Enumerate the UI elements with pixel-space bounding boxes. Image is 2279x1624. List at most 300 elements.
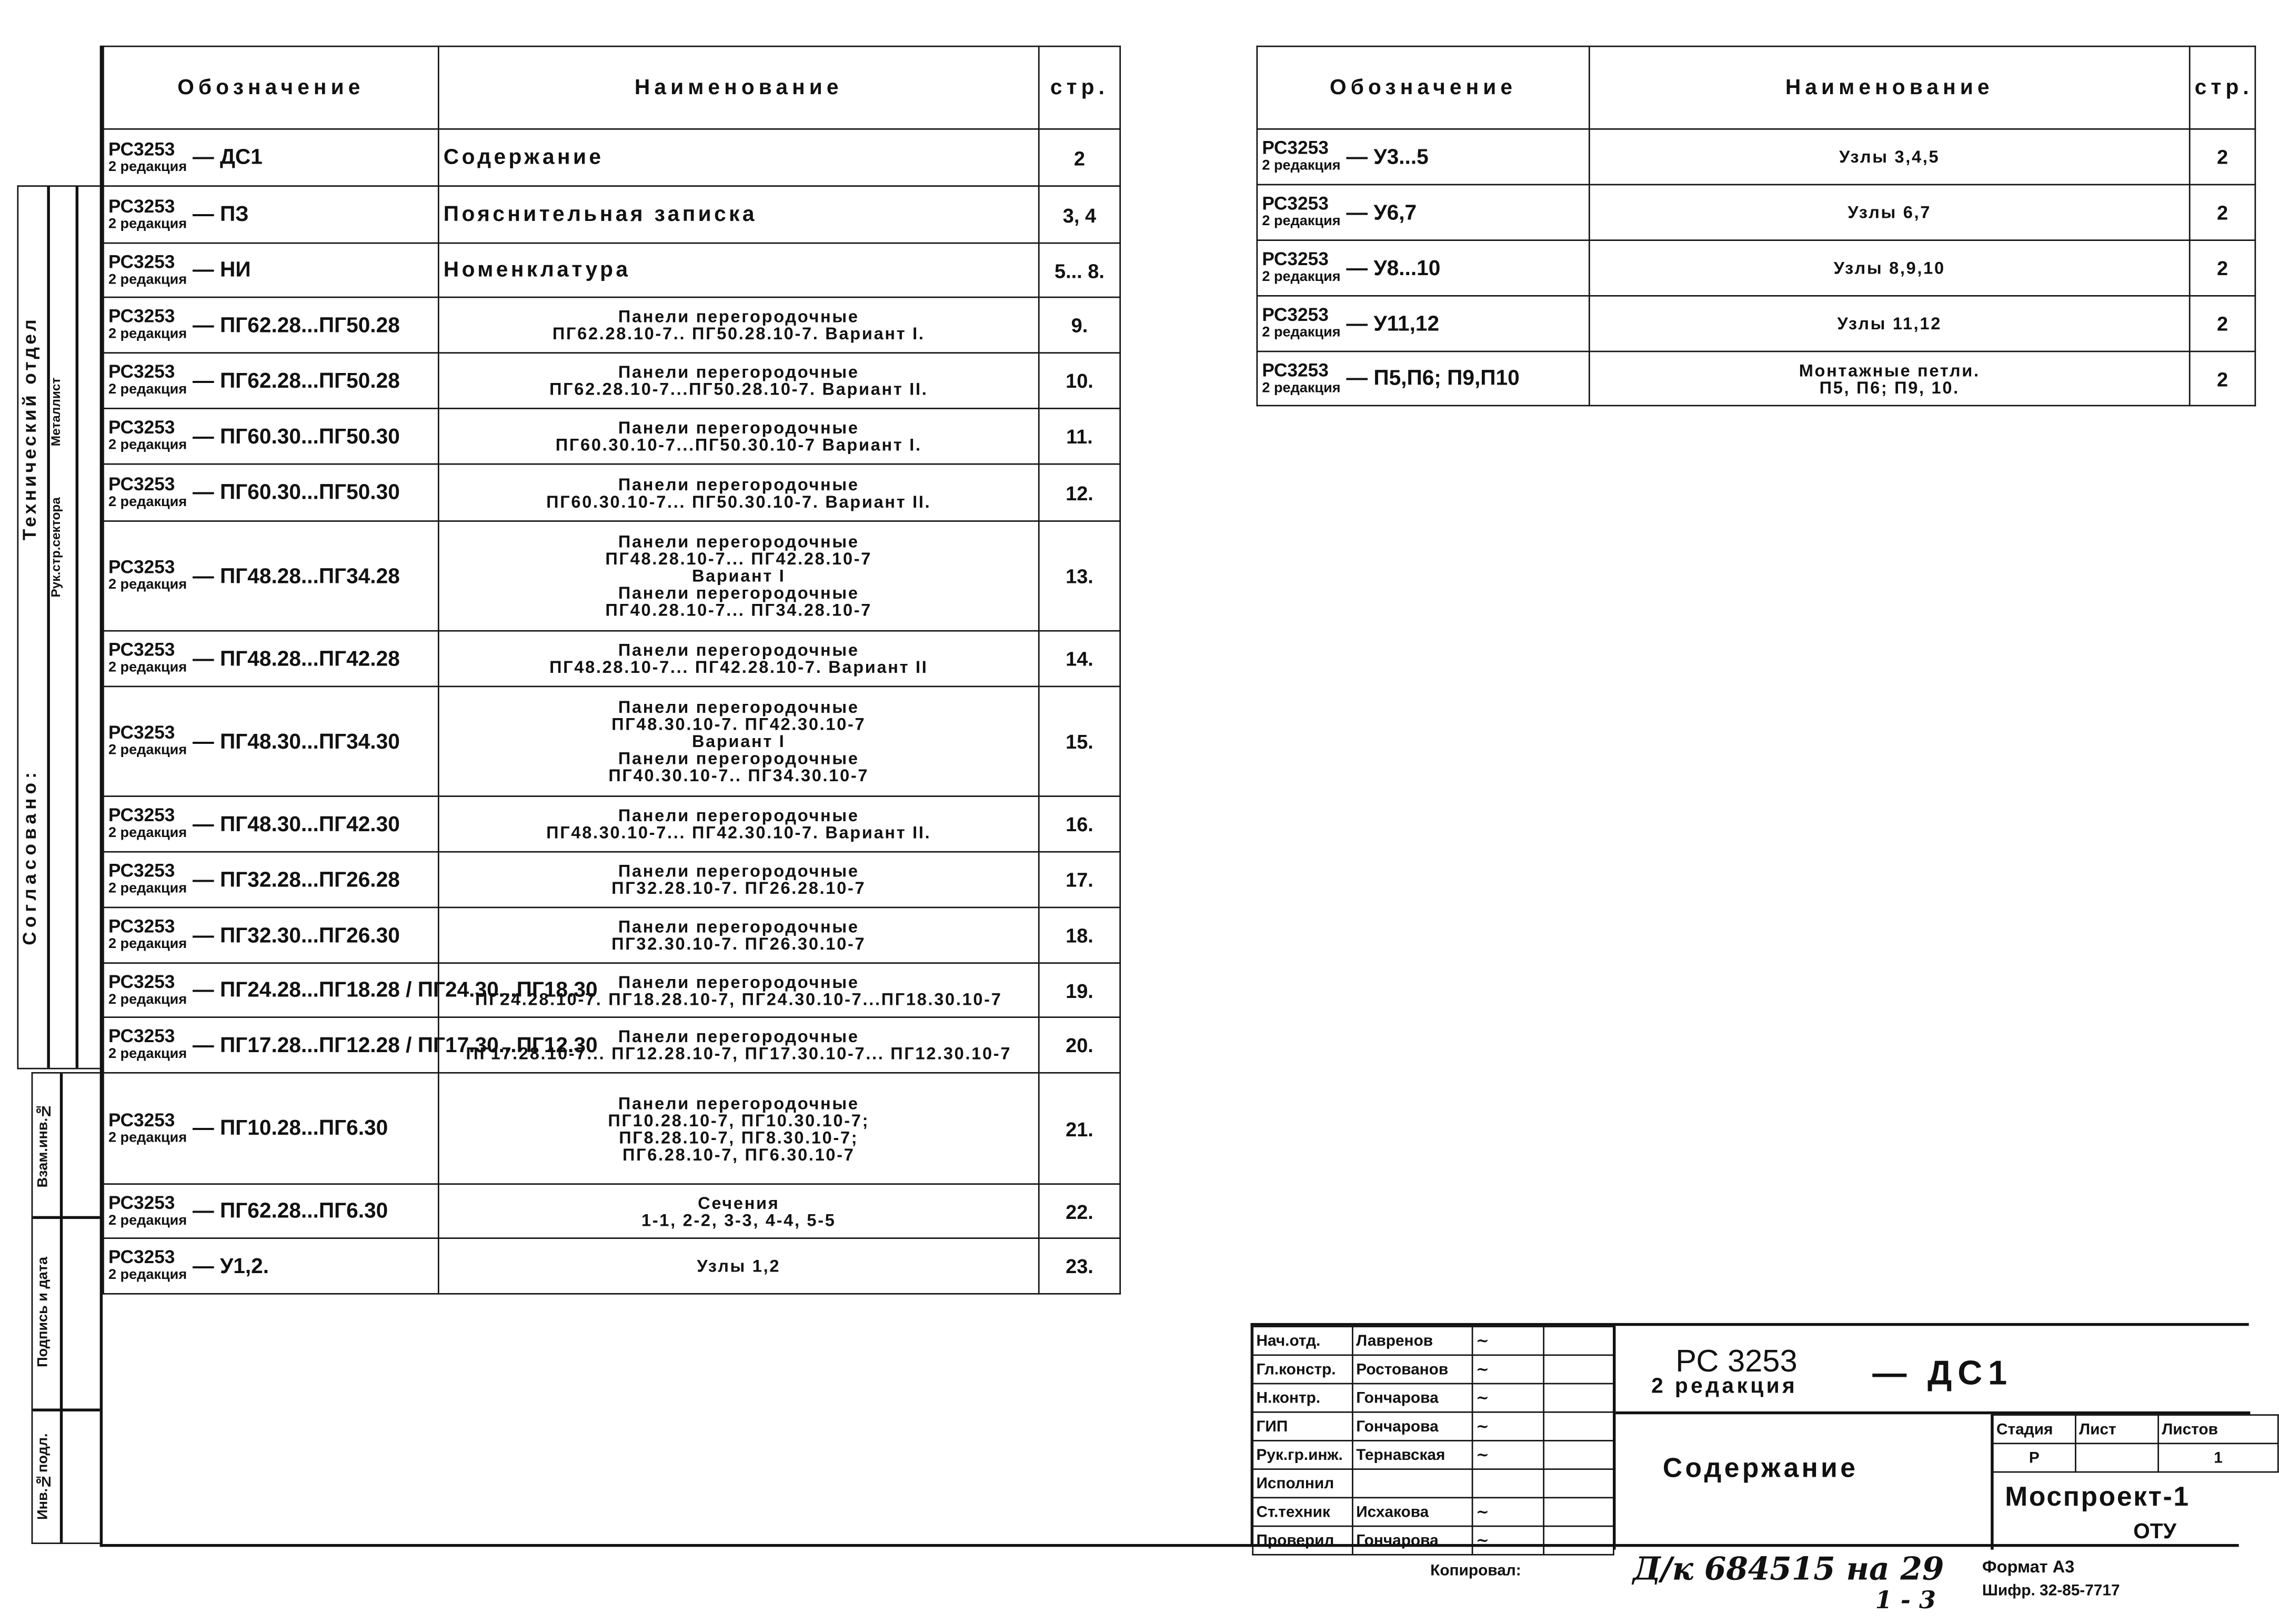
edition-label: 2 редакция	[1262, 158, 1341, 174]
doc-code: — ПГ48.28...ПГ42.28	[193, 646, 400, 671]
series-number: РС3253	[108, 804, 175, 826]
name-cell	[1589, 185, 2190, 240]
series-number: РС3253	[108, 860, 175, 881]
edition-label: 2 редакция	[108, 1267, 187, 1283]
series-number: РС3253	[108, 194, 175, 216]
role-label: Проверил	[1253, 1526, 1353, 1555]
inv-sub-label: Взам.инв.№	[35, 1102, 52, 1188]
name-cell	[438, 521, 1039, 631]
date-cell	[1544, 1526, 1614, 1555]
table-row	[1257, 351, 2255, 406]
name-line: П5, П6; П9, 10.	[1819, 377, 1960, 397]
designation-cell	[103, 353, 438, 409]
name-cell	[438, 1073, 1039, 1184]
series-number: РС3253	[108, 970, 175, 992]
doc-code: — У8...10	[1346, 256, 1441, 280]
doc-edition: 2 редакция	[1651, 1374, 1798, 1399]
table-row	[103, 631, 1120, 687]
designation-cell	[103, 1238, 438, 1294]
name-cell	[438, 631, 1039, 687]
table-row	[103, 408, 1120, 464]
table-row	[1257, 185, 2255, 240]
page-cell: 5... 8.	[1039, 243, 1120, 297]
table-row	[103, 1073, 1120, 1184]
edition-label: 2 редакция	[108, 271, 187, 288]
series-code	[108, 805, 187, 842]
signature-row	[1253, 1469, 1614, 1498]
table-row	[103, 852, 1120, 907]
edition-label: 2 редакция	[108, 382, 187, 398]
approval-stamp	[17, 185, 100, 1069]
name-line: ПГ32.30.10-7. ПГ26.30.10-7	[611, 934, 866, 954]
edition-label: 2 редакция	[108, 1046, 187, 1062]
page-cell: 22.	[1039, 1184, 1120, 1238]
inventory-stamp	[32, 1072, 100, 1544]
name-line: Панели перегородочные	[618, 362, 859, 382]
series-code	[108, 139, 187, 176]
name-line: Панели перегородочные	[618, 640, 859, 660]
edition-label: 2 редакция	[108, 1212, 187, 1228]
stage-label: Стадия	[1993, 1415, 2075, 1444]
person-name	[1352, 1469, 1472, 1498]
signature: ~	[1472, 1498, 1544, 1526]
name-line: Панели перегородочные	[618, 916, 859, 937]
sheets-label: Листов	[2158, 1415, 2278, 1444]
doc-code: — НИ	[193, 258, 251, 283]
signature-row	[1253, 1327, 1614, 1355]
series-code	[108, 558, 187, 594]
copied-label: Копировал:	[1430, 1562, 1521, 1580]
signature-row	[1253, 1412, 1614, 1440]
series-number: РС3253	[1262, 192, 1329, 214]
name-line: Содержание	[443, 145, 604, 169]
signature-row	[1253, 1384, 1614, 1412]
page-cell: 12.	[1039, 464, 1120, 521]
sector-head-label: Рук.стр.сектора	[48, 497, 63, 597]
sign-date-label: Подпись и дата	[35, 1257, 52, 1368]
table-row	[103, 297, 1120, 353]
name-cell	[438, 852, 1039, 907]
name-line: Панели перегородочные	[618, 418, 859, 438]
designation-cell	[1257, 129, 1589, 185]
header-page: стр.	[2190, 46, 2255, 129]
edition-label: 2 редакция	[108, 991, 187, 1007]
signature-row	[1253, 1440, 1614, 1469]
person-name: Гончарова	[1352, 1412, 1472, 1440]
name-line: Панели перегородочные	[618, 697, 859, 718]
org-name: Моспроект-1	[2005, 1482, 2190, 1513]
sheet-value	[2075, 1444, 2158, 1472]
signature-row	[1253, 1498, 1614, 1526]
doc-code: — ПГ32.28...ПГ26.28	[193, 868, 400, 892]
name-line: Узлы 6,7	[1848, 202, 1932, 223]
name-line: ПГ62.28.10-7.. ПГ50.28.10-7. Вариант I.	[552, 324, 925, 344]
doc-code: — ПГ17.28...ПГ12.28 / ПГ17.30...ПГ12.30	[193, 1033, 598, 1057]
designation-cell	[103, 464, 438, 521]
table-row	[103, 521, 1120, 631]
page-cell: 17.	[1039, 852, 1120, 907]
person-name: Гончарова	[1352, 1384, 1472, 1412]
page-cell: 2	[2190, 185, 2255, 240]
doc-code: — У11,12	[1346, 311, 1440, 336]
doc-code: — У6,7	[1346, 200, 1417, 225]
name-line: Панели перегородочные	[618, 1093, 859, 1113]
series-number: РС3253	[108, 721, 175, 743]
designation-cell	[1257, 185, 1589, 240]
name-line: Узлы 1,2	[697, 1256, 781, 1276]
name-line: ПГ60.30.10-7... ПГ50.30.10-7. Вариант II.	[546, 491, 931, 511]
edition-label: 2 редакция	[1262, 214, 1341, 230]
series-code	[1262, 249, 1340, 286]
designation-cell	[103, 687, 438, 796]
series-code	[1262, 305, 1340, 342]
series-code	[1262, 360, 1340, 397]
series-number: РС3253	[108, 1025, 175, 1047]
signature: ~	[1472, 1412, 1544, 1440]
doc-code: — ПГ62.28...ПГ6.30	[193, 1199, 388, 1224]
designation-cell	[1257, 351, 1589, 406]
signatures-table	[1252, 1326, 1614, 1555]
doc-code: — ДС1	[193, 145, 263, 170]
designation-cell	[103, 1184, 438, 1238]
edition-label: 2 редакция	[108, 660, 187, 676]
name-line: Сечения	[698, 1192, 780, 1213]
page-cell: 2	[2190, 296, 2255, 351]
name-line: ПГ8.28.10-7, ПГ8.30.10-7;	[619, 1127, 859, 1147]
name-line: Пояснительная записка	[443, 201, 757, 226]
page-cell: 2	[2190, 129, 2255, 185]
page-cell: 16.	[1039, 796, 1120, 852]
name-line: Вариант I	[691, 566, 786, 586]
handwritten-note: Д/к 684515 на 29	[1632, 1551, 1944, 1588]
edition-label: 2 редакция	[108, 326, 187, 342]
signature-row	[1253, 1526, 1614, 1555]
table-row	[1257, 296, 2255, 351]
name-cell	[1589, 296, 2190, 351]
table-row	[103, 907, 1120, 963]
signature: ~	[1472, 1355, 1544, 1384]
series-number: РС3253	[108, 1108, 175, 1130]
name-line: Панели перегородочные	[618, 306, 859, 327]
series-code	[108, 861, 187, 898]
page-cell: 3, 4	[1039, 186, 1120, 243]
table-row	[103, 1238, 1120, 1294]
name-line: Панели перегородочные	[618, 971, 859, 992]
page-cell: 13.	[1039, 521, 1120, 631]
series-code	[108, 196, 187, 233]
doc-code: — ПГ62.28...ПГ50.28	[193, 368, 400, 393]
designation-cell	[103, 852, 438, 907]
page-cell: 18.	[1039, 907, 1120, 963]
date-cell	[1544, 1412, 1614, 1440]
name-line: Монтажные петли.	[1799, 360, 1980, 380]
signature: ~	[1472, 1384, 1544, 1412]
doc-code: — ПГ62.28...ПГ50.28	[193, 312, 400, 337]
designation-cell	[103, 907, 438, 963]
table-row	[103, 1017, 1120, 1073]
handwritten-note-2: 1 - 3	[1875, 1587, 1936, 1616]
name-cell	[438, 1017, 1039, 1073]
designation-cell	[103, 186, 438, 243]
name-line: ПГ60.30.10-7...ПГ50.30.10-7 Вариант I.	[555, 435, 922, 455]
format-label: Формат А3	[1982, 1557, 2075, 1577]
name-line: ПГ48.28.10-7... ПГ42.28.10-7. Вариант II	[549, 657, 928, 678]
signature-row	[1253, 1355, 1614, 1384]
page-cell: 23.	[1039, 1238, 1120, 1294]
series-number: РС3253	[108, 305, 175, 327]
name-line: Панели перегородочные	[618, 474, 859, 495]
name-cell	[1589, 129, 2190, 185]
edition-label: 2 редакция	[108, 742, 187, 759]
person-name: Гончарова	[1352, 1526, 1472, 1555]
table-row	[1257, 129, 2255, 185]
table-row	[103, 1184, 1120, 1238]
page-cell: 21.	[1039, 1073, 1120, 1184]
name-line: Панели перегородочные	[618, 583, 859, 603]
series-number: РС3253	[1262, 358, 1329, 380]
doc-code: — ПГ48.30...ПГ34.30	[193, 729, 400, 754]
doc-code: — ПГ24.28...ПГ18.28 / ПГ24.30...ПГ18.30	[193, 978, 598, 1003]
page-cell: 15.	[1039, 687, 1120, 796]
series-code	[108, 917, 187, 954]
role-label: Рук.гр.инж.	[1253, 1440, 1353, 1469]
header-name: Наименование	[1589, 46, 2190, 129]
page-cell: 2	[2190, 351, 2255, 406]
name-line: ПГ10.28.10-7, ПГ10.30.10-7;	[608, 1109, 870, 1130]
doc-suffix: — ДС1	[1872, 1354, 2013, 1393]
name-line: ПГ24.28.10-7. ПГ18.28.10-7, ПГ24.30.10-7...ПГ18.30.10-7	[475, 988, 1002, 1009]
name-cell	[1589, 240, 2190, 296]
name-line: Панели перегородочные	[618, 748, 859, 769]
date-cell	[1544, 1384, 1614, 1412]
series-number: РС3253	[108, 360, 175, 382]
page-cell: 14.	[1039, 631, 1120, 687]
name-line: Узлы 11,12	[1837, 314, 1942, 334]
name-line: ПГ48.28.10-7... ПГ42.28.10-7	[605, 549, 872, 569]
edition-label: 2 редакция	[108, 1129, 187, 1146]
date-cell	[1544, 1440, 1614, 1469]
edition-label: 2 редакция	[108, 577, 187, 593]
date-cell	[1544, 1498, 1614, 1526]
series-number: РС3253	[108, 1246, 175, 1268]
designation-cell	[103, 1073, 438, 1184]
name-line: Узлы 3,4,5	[1839, 147, 1940, 167]
series-number: РС3253	[108, 472, 175, 495]
name-line: Панели перегородочные	[618, 805, 859, 826]
doc-code: — У3...5	[1346, 145, 1429, 169]
cipher-label: Шифр. 32-85-7717	[1982, 1582, 2120, 1600]
stage-table	[1992, 1414, 2279, 1472]
designation-cell	[103, 297, 438, 353]
name-line: ПГ40.30.10-7.. ПГ34.30.10-7	[608, 765, 869, 786]
doc-code: — ПЗ	[193, 202, 249, 227]
designation-cell	[103, 631, 438, 687]
edition-label: 2 редакция	[108, 494, 187, 510]
edition-label: 2 редакция	[108, 216, 187, 232]
date-cell	[1544, 1469, 1614, 1498]
date-cell	[1544, 1355, 1614, 1384]
name-cell	[438, 1184, 1039, 1238]
series-code	[108, 1247, 187, 1284]
table-row	[103, 963, 1120, 1017]
series-code	[1262, 138, 1340, 175]
edition-label: 2 редакция	[108, 936, 187, 953]
doc-code: — ПГ60.30...ПГ50.30	[193, 480, 400, 505]
name-line: ПГ6.28.10-7, ПГ6.30.10-7	[622, 1144, 855, 1164]
name-line: ПГ17.28.10-7... ПГ12.28.10-7, ПГ17.30.10-7... ПГ12.30.10-7	[466, 1043, 1012, 1064]
table-row	[103, 353, 1120, 409]
name-line: Узлы 8,9,10	[1833, 258, 1945, 278]
series-code	[108, 307, 187, 344]
series-number: РС3253	[108, 1191, 175, 1213]
page-cell: 11.	[1039, 408, 1120, 464]
table-row	[103, 186, 1120, 243]
designation-cell	[103, 129, 438, 186]
series-code	[108, 251, 187, 288]
name-line: Панели перегородочные	[618, 531, 859, 552]
edition-label: 2 редакция	[108, 881, 187, 897]
doc-code: — ПГ10.28...ПГ6.30	[193, 1116, 388, 1141]
series-number: РС3253	[1262, 137, 1329, 158]
doc-code: — П5,П6; П9,П10	[1346, 366, 1520, 391]
contents-table-left	[103, 46, 1121, 1295]
name-cell	[438, 907, 1039, 963]
page-cell: 2	[1039, 129, 1120, 186]
series-code	[108, 723, 187, 760]
series-number: РС3253	[108, 250, 175, 272]
edition-label: 2 редакция	[1262, 269, 1341, 285]
doc-code: — ПГ48.28...ПГ34.28	[193, 563, 400, 588]
role-label: Ст.техник	[1253, 1498, 1353, 1526]
name-line: Номенклатура	[443, 257, 631, 282]
series-code	[108, 418, 187, 455]
sheet-title: Содержание	[1662, 1454, 1859, 1485]
page-cell: 19.	[1039, 963, 1120, 1017]
signature: ~	[1472, 1440, 1544, 1469]
table-row	[103, 129, 1120, 186]
stage-value: Р	[1993, 1444, 2075, 1472]
series-number: РС3253	[1262, 248, 1329, 270]
name-cell	[1589, 351, 2190, 406]
designation-cell	[1257, 296, 1589, 351]
doc-code: — ПГ60.30...ПГ50.30	[193, 424, 400, 449]
signature	[1472, 1469, 1544, 1498]
name-cell	[438, 129, 1039, 186]
agreed-label: Согласовано:	[18, 768, 40, 946]
doc-code: — ПГ32.30...ПГ26.30	[193, 923, 400, 947]
name-cell	[438, 243, 1039, 297]
table-row	[103, 243, 1120, 297]
series-code	[108, 640, 187, 677]
series-code	[108, 362, 187, 399]
series-number: РС3253	[108, 556, 175, 578]
name-cell	[438, 408, 1039, 464]
name-cell	[438, 353, 1039, 409]
metal-label: Металлист	[48, 377, 63, 446]
edition-label: 2 редакция	[108, 437, 187, 453]
series-code	[108, 1026, 187, 1063]
designation-cell	[103, 1017, 598, 1073]
signature: ~	[1472, 1327, 1544, 1355]
page-cell: 9.	[1039, 297, 1120, 353]
series-number: РС3253	[108, 915, 175, 937]
table-row	[103, 796, 1120, 852]
name-line: 1-1, 2-2, 3-3, 4-4, 5-5	[641, 1209, 836, 1230]
designation-cell	[103, 408, 438, 464]
person-name: Тернавская	[1352, 1440, 1472, 1469]
name-line: Панели перегородочные	[618, 1026, 859, 1047]
role-label: Исполнил	[1253, 1469, 1353, 1498]
series-code	[1262, 194, 1340, 231]
edition-label: 2 редакция	[1262, 325, 1341, 341]
name-cell	[438, 1238, 1039, 1294]
person-name: Ростованов	[1352, 1355, 1472, 1384]
header-designation: Обозначение	[103, 46, 438, 129]
date-cell	[1544, 1327, 1614, 1355]
name-line: ПГ48.30.10-7. ПГ42.30.10-7	[611, 714, 866, 734]
series-code	[108, 1110, 187, 1147]
table-row	[103, 687, 1120, 796]
role-label: Нач.отд.	[1253, 1327, 1353, 1355]
doc-code: РС 3253	[1675, 1343, 1798, 1379]
inv-orig-label: Инв.№подл.	[35, 1434, 52, 1520]
series-number: РС3253	[108, 416, 175, 438]
designation-cell	[103, 963, 598, 1017]
designation-cell	[103, 243, 438, 297]
person-name: Исхакова	[1352, 1498, 1472, 1526]
name-cell	[438, 297, 1039, 353]
name-cell	[438, 796, 1039, 852]
series-code	[108, 474, 187, 511]
designation-cell	[103, 521, 438, 631]
doc-code: — У1,2.	[193, 1254, 269, 1278]
person-name: Лавренов	[1352, 1327, 1472, 1355]
name-line: ПГ48.30.10-7... ПГ42.30.10-7. Вариант II.	[546, 822, 931, 843]
series-number: РС3253	[108, 137, 175, 159]
edition-label: 2 редакция	[108, 159, 187, 175]
edition-label: 2 редакция	[108, 825, 187, 841]
header-page: стр.	[1039, 46, 1120, 129]
name-line: ПГ32.28.10-7. ПГ26.28.10-7	[611, 878, 866, 899]
name-line: ПГ40.28.10-7... ПГ34.28.10-7	[605, 600, 872, 620]
name-line: Панели перегородочные	[618, 861, 859, 881]
role-label: ГИП	[1253, 1412, 1353, 1440]
series-code	[108, 972, 187, 1008]
sheet-label: Лист	[2075, 1415, 2158, 1444]
org-dept: ОТУ	[2133, 1519, 2176, 1544]
sheets-value: 1	[2158, 1444, 2278, 1472]
role-label: Н.контр.	[1253, 1384, 1353, 1412]
page-cell: 2	[2190, 240, 2255, 296]
designation-cell	[103, 796, 438, 852]
role-label: Гл.констр.	[1253, 1355, 1353, 1384]
page-cell: 20.	[1039, 1017, 1120, 1073]
table-row	[103, 464, 1120, 521]
name-cell	[438, 464, 1039, 521]
contents-table-right	[1257, 46, 2256, 407]
signature: ~	[1472, 1526, 1544, 1555]
doc-code: — ПГ48.30...ПГ42.30	[193, 812, 400, 836]
table-row	[1257, 240, 2255, 296]
series-code	[108, 1193, 187, 1229]
edition-label: 2 редакция	[1262, 380, 1341, 396]
designation-cell	[1257, 240, 1589, 296]
name-line: ПГ62.28.10-7...ПГ50.28.10-7. Вариант II.	[549, 379, 928, 399]
page-cell: 10.	[1039, 353, 1120, 409]
name-cell	[438, 186, 1039, 243]
name-line: Вариант I	[691, 731, 786, 752]
series-number: РС3253	[1262, 304, 1329, 325]
